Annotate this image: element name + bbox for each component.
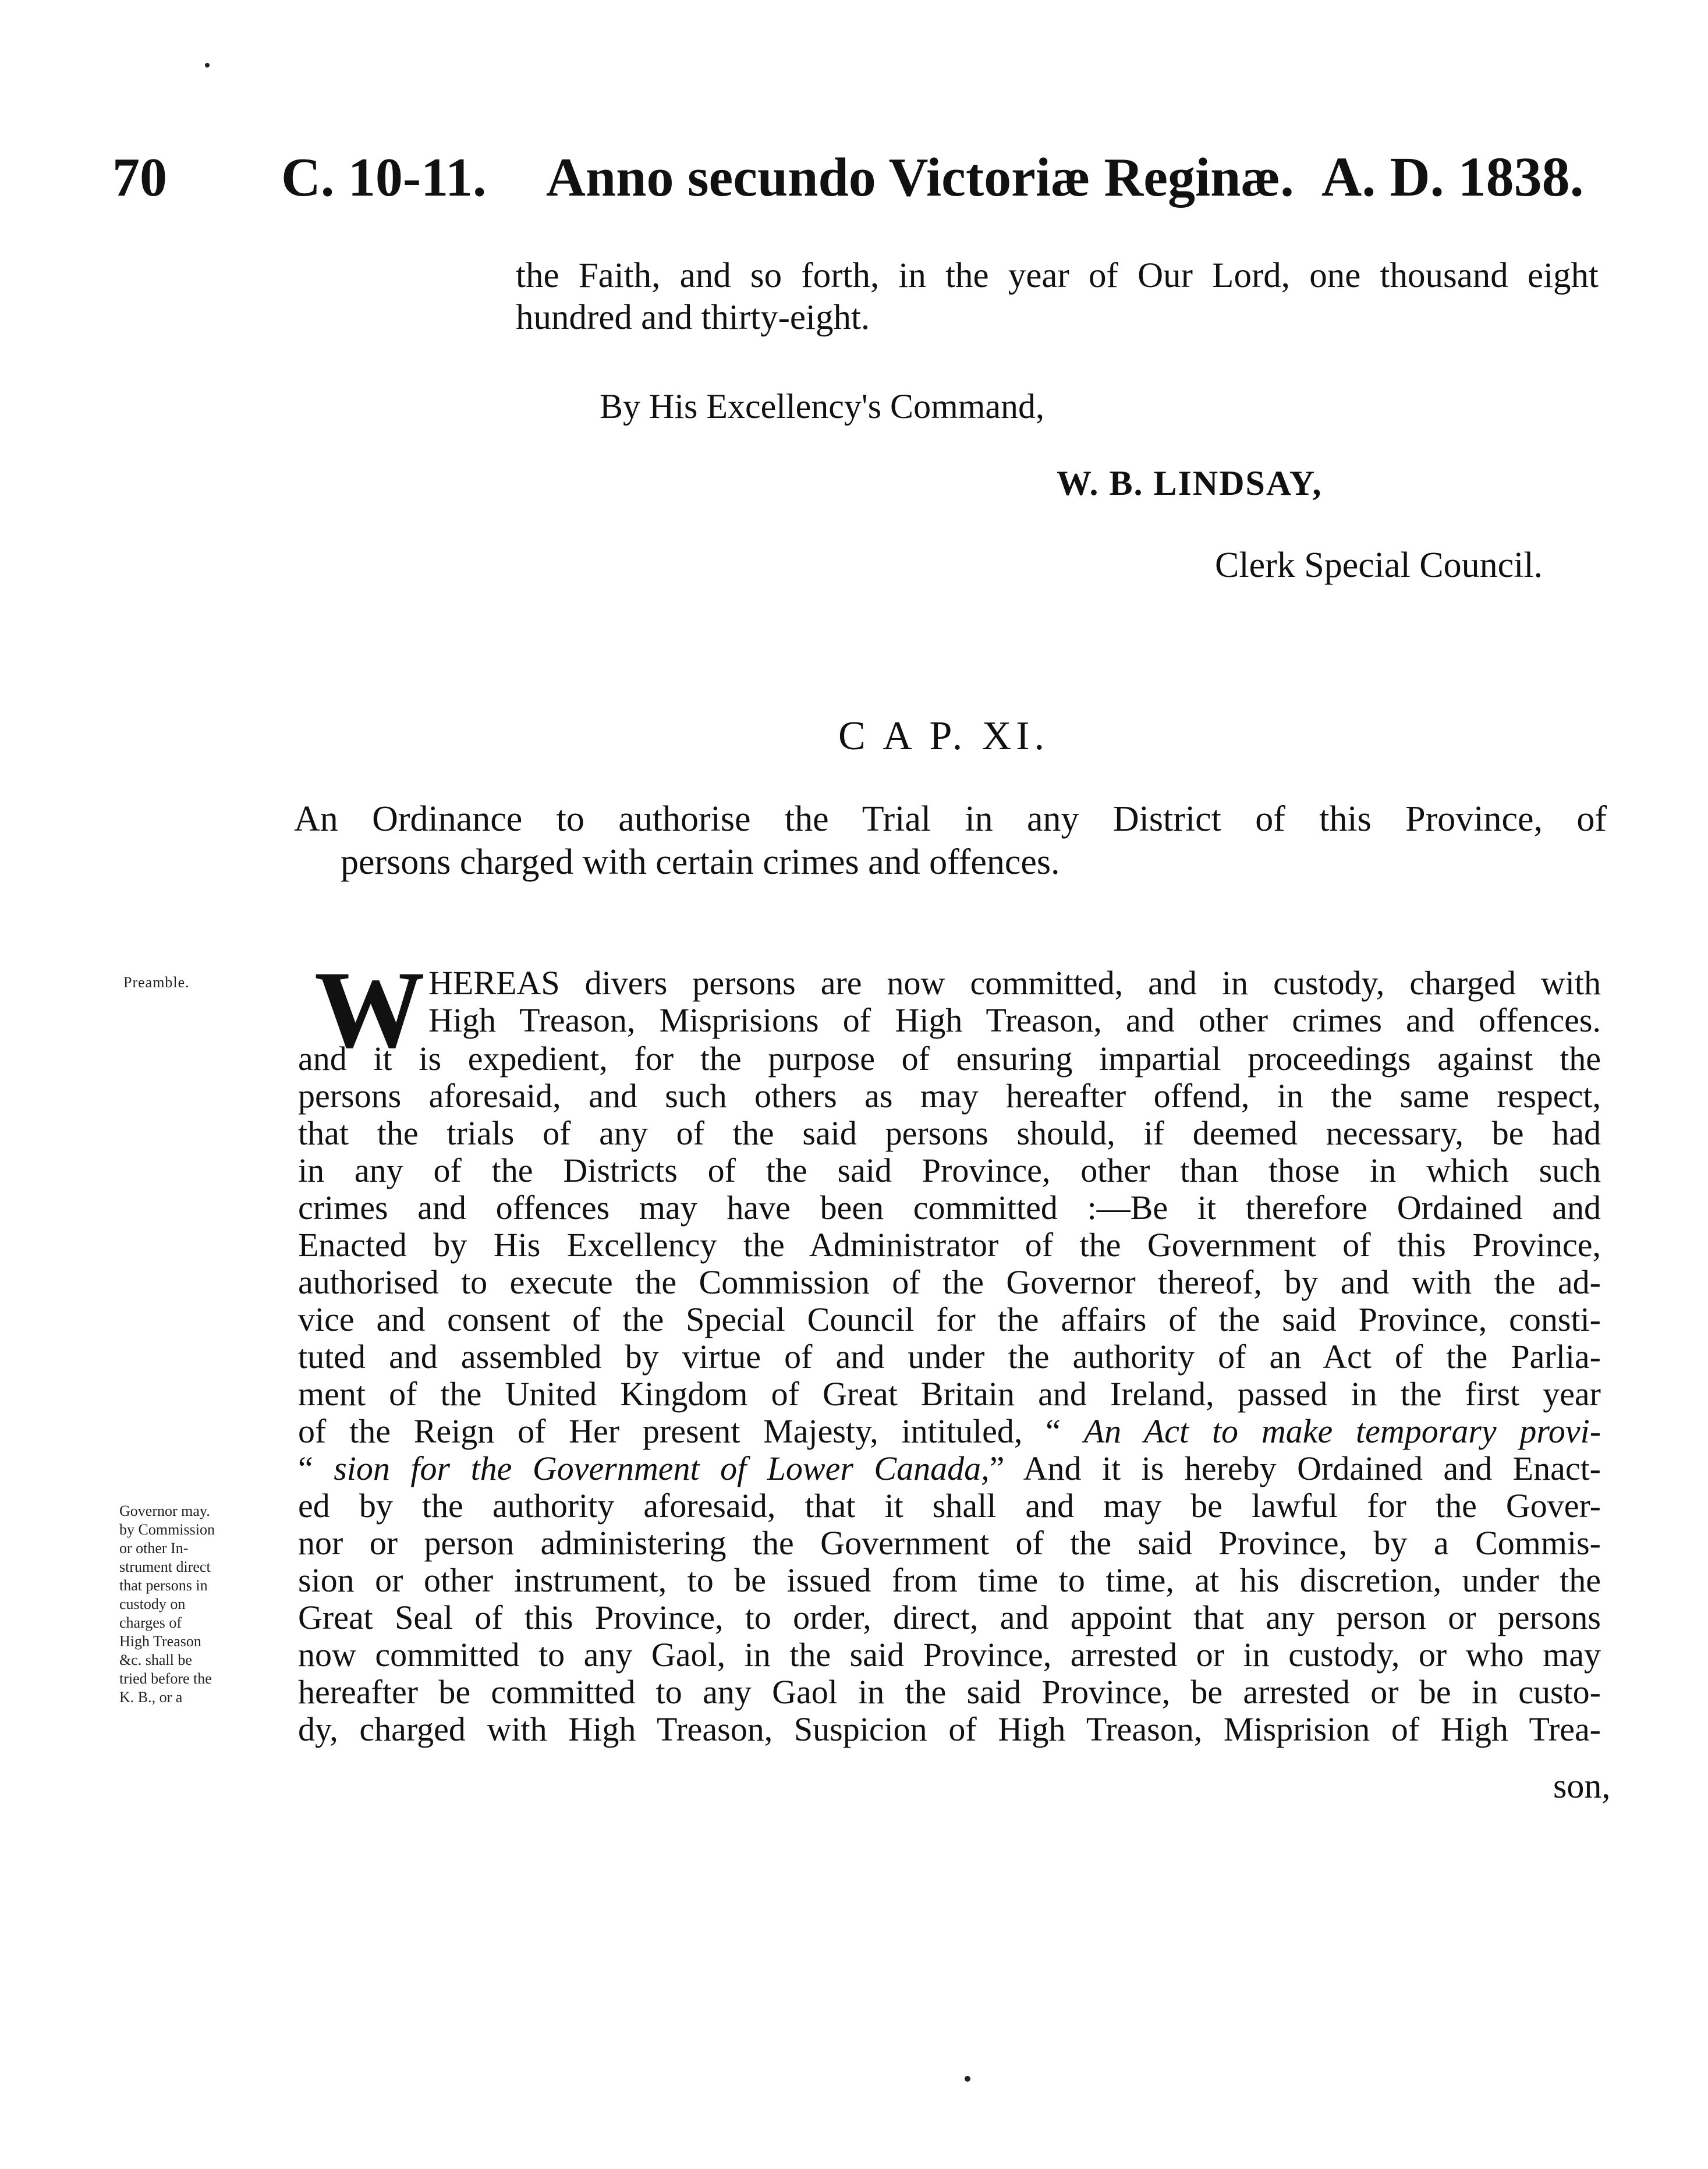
closing-line-2: hundred and thirty-eight. [516,298,870,337]
body-line: Great Seal of this Province, to order, direct, and appoint that any person or persons [298,1599,1601,1636]
marginal-note-line: custody on [119,1596,186,1612]
body-line: now committed to any Gaol, in the said Province, arrested or in custody, or who may [298,1636,1601,1674]
marginal-note-line: or other In- [119,1540,189,1557]
chapter-title-line-2: persons charged with certain crimes and offences. [341,842,1060,882]
body-line: that the trials of any of the said persons should, if deemed necessary, be had [298,1114,1601,1152]
year-heading: A. D. 1838. [1321,146,1584,208]
catchword: son, [1553,1767,1611,1805]
scan-speck [205,63,210,68]
act-title-italic: sion for the Government of Lower Canada, [334,1449,990,1487]
chapter-title-line-1: An Ordinance to authorise the Trial in any District of this Province, of [294,799,1607,839]
body-line: Enacted by His Excellency the Administrator of the Government of this Province, [298,1226,1601,1264]
marginal-note-line: by Commission [119,1521,215,1538]
marginal-note-line: Governor may. [119,1502,210,1519]
act-title-italic: An Act to make temporary provi- [1083,1412,1601,1450]
marginal-note-line: that persons in [119,1577,208,1594]
body-line: hereafter be committed to any Gaol in the said Province, be arrested or be in custo- [298,1673,1601,1711]
body-line: High Treason, Misprisions of High Treason, and other crimes and offences. [428,1001,1601,1039]
body-line: tuted and assembled by virtue of and under the authority of an Act of the Parlia- [298,1338,1601,1376]
marginal-note-line: K. B., or a [119,1689,183,1706]
marginal-note-governor [119,1502,215,1707]
marginal-note-line: tried before the [119,1670,212,1687]
scan-speck [965,2076,970,2082]
drop-cap: W [314,949,425,1071]
body-line: “ sion for the Government of Lower Canada,” And it is hereby Ordained and Enact- [298,1449,1601,1487]
body-line: of the Reign of Her present Majesty, intituled, “ An Act to make temporary provi- [298,1412,1601,1450]
body-line: nor or person administering the Government of the said Province, by a Commis- [298,1524,1601,1562]
body-line: authorised to execute the Commission of the Governor thereof, by and with the ad- [298,1263,1601,1301]
body-line: ed by the authority aforesaid, that it shall and may be lawful for the Gover- [298,1487,1601,1525]
body-line: ment of the United Kingdom of Great Britain and Ireland, passed in the first year [298,1375,1601,1413]
closing-line-1: the Faith, and so forth, in the year of Our Lord, one thousand eight [516,256,1599,295]
body-line: in any of the Districts of the said Province, other than those in which such [298,1151,1601,1189]
body-line: sion or other instrument, to be issued from time to time, at his discretion, under the [298,1561,1601,1599]
marginal-note-line: charges of [119,1614,182,1631]
body-line: dy, charged with High Treason, Suspicion of High Treason, Misprision of High Trea- [298,1710,1601,1748]
body-line: crimes and offences may have been committed :—Be it therefore Ordained and [298,1189,1601,1227]
marginal-note-line: &c. shall be [119,1651,192,1668]
body-line: and it is expedient, for the purpose of ensuring impartial proceedings against the [298,1040,1601,1078]
marginal-note-preamble: Preamble. [123,974,190,991]
body-line: vice and consent of the Special Council for the affairs of the said Province, consti- [298,1300,1601,1338]
command-line: By His Excellency's Command, [600,387,1045,426]
chapter-reference: C. 10-11. [281,147,487,208]
marginal-note-line: High Treason [119,1633,201,1650]
body-line: HEREAS divers persons are now committed, and in custody, charged with [428,964,1601,1002]
signatory-title: Clerk Special Council. [1215,545,1543,585]
marginal-note-line: strument direct [119,1558,211,1575]
signatory-name: W. B. LINDSAY, [1057,464,1323,502]
regnal-year-heading: Anno secundo Victoriæ Reginæ. [546,147,1294,208]
page-number: 70 [112,147,167,208]
chapter-heading: C A P. XI. [838,714,1050,759]
body-line: persons aforesaid, and such others as may hereafter offend, in the same respect, [298,1077,1601,1115]
